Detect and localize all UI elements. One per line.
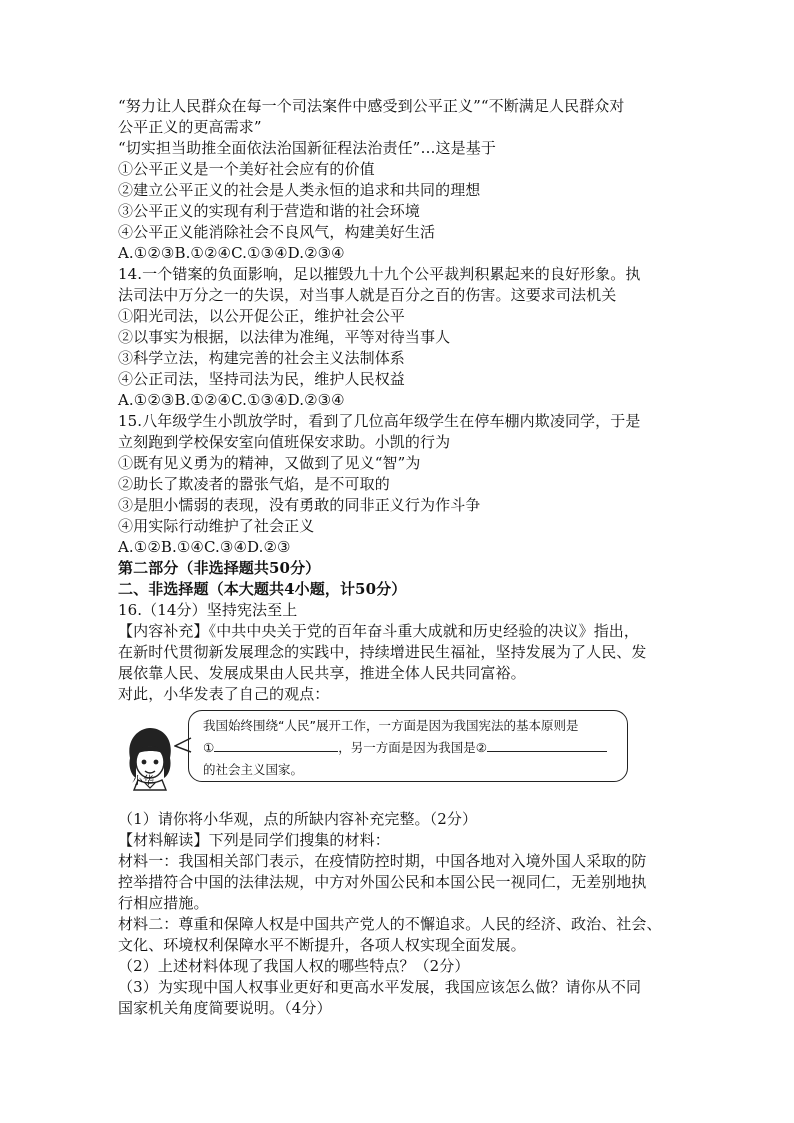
girl-avatar-icon xyxy=(118,724,182,800)
view-intro: 对此，小华发表了自己的观点： xyxy=(118,685,330,703)
section-title: 二、非选择题（本大题共4小题，计50分） xyxy=(118,580,407,598)
option-line: ②助长了欺凌者的嚣张气焰，是不可取的 xyxy=(118,475,390,493)
option-line: ④用实际行动维护了社会正义 xyxy=(118,517,315,535)
text-line: 法司法中万分之一的失误，对当事人就是百分之百的伤害。这要求司法机关 xyxy=(118,286,617,304)
material-two: 材料二：尊重和保障人权是中国共产党人的不懈追求。人民的经济、政治、社会、 xyxy=(118,915,662,933)
option-line: ④公正司法，坚持司法为民，维护人民权益 xyxy=(118,370,405,388)
answer-blank-1[interactable] xyxy=(214,737,338,752)
text-line: 立刻跑到学校保安室向值班保安求助。小凯的行为 xyxy=(118,433,451,451)
option-line: ③公平正义的实现有利于营造和谐的社会环境 xyxy=(118,202,421,220)
bubble-line xyxy=(203,736,615,758)
material-one: 行相应措施。 xyxy=(118,894,209,912)
option-line: ③科学立法，构建完善的社会主义法制体系 xyxy=(118,349,405,367)
sub-question-2: （2）上述材料体现了我国人权的哪些特点？（2分） xyxy=(118,957,470,975)
material-heading: 【材料解读】下列是同学们搜集的材料： xyxy=(118,831,390,849)
supplement-text: 【内容补充】《中共中央关于党的百年奋斗重大成就和历史经验的决议》指出， xyxy=(118,622,640,640)
option-line: ④公平正义能消除社会不良风气，构建美好生活 xyxy=(118,223,436,241)
question-14: 14.一个错案的负面影响，足以摧毁九十九个公平裁判积累起来的良好形象。执 xyxy=(118,265,641,283)
option-line: ②建立公平正义的社会是人类永恒的追求和共同的理想 xyxy=(118,181,481,199)
option-line: ①阳光司法，以公开促公正，维护社会公平 xyxy=(118,307,405,325)
bubble-text: ，另一方面是因为我国是② xyxy=(338,740,487,755)
supplement-text: 在新时代贯彻新发展理念的实践中，持续增进民生福祉，坚持发展为了人民、发 xyxy=(118,643,647,661)
cartoon-dialog xyxy=(118,710,628,810)
material-two: 文化、环境权利保障水平不断提升，各项人权实现全面发展。 xyxy=(118,936,526,954)
part-two-title: 第二部分（非选择题共50分） xyxy=(118,559,321,577)
option-line: ①公平正义是一个美好社会应有的价值 xyxy=(118,160,375,178)
bubble-line xyxy=(203,714,615,736)
document-body xyxy=(118,96,678,1019)
bubble-line xyxy=(203,758,615,780)
text-line: “切实担当助推全面依法治国新征程法治责任”…这是基于 xyxy=(118,139,496,157)
sub-question-3: 国家机关角度简要说明。（4分） xyxy=(118,999,332,1017)
answer-choices: A.①②③B.①②④C.①③④D.②③④ xyxy=(118,244,345,262)
speech-bubble xyxy=(188,710,628,782)
question-16: 16.（14分）坚持宪法至上 xyxy=(118,601,298,619)
material-one: 控举措符合中国的法律法规，中方对外国公民和本国公民一视同仁，无差别地执 xyxy=(118,873,647,891)
material-one: 材料一：我国相关部门表示，在疫情防控时期，中国各地对入境外国人采取的防 xyxy=(118,852,647,870)
bubble-text: 我国始终围绕“人民”展开工作，一方面是因为我国宪法的基本原则是 xyxy=(203,718,579,733)
answer-choices: A.①②③B.①②④C.①③④D.②③④ xyxy=(118,391,345,409)
girl-name-label: 小华 xyxy=(132,774,154,787)
option-line: ②以事实为根据，以法律为准绳，平等对待当事人 xyxy=(118,328,451,346)
answer-choices: A.①②B.①④C.③④D.②③ xyxy=(118,538,291,556)
option-line: ③是胆小懦弱的表现，没有勇敢的同非正义行为作斗争 xyxy=(118,496,481,514)
option-line: ①既有见义勇为的精神，又做到了见义“智”为 xyxy=(118,454,421,472)
text-line: 公平正义的更高需求” xyxy=(118,118,262,136)
sub-question-3: （3）为实现中国人权事业更好和更高水平发展，我国应该怎么做？请你从不同 xyxy=(118,978,642,996)
question-15: 15.八年级学生小凯放学时，看到了几位高年级学生在停车棚内欺凌同学，于是 xyxy=(118,412,641,430)
sub-question-1: （1）请你将小华观，点的所缺内容补充完整。（2分） xyxy=(118,810,478,828)
text-line: “努力让人民群众在每一个司法案件中感受到公平正义”“不断满足人民群众对 xyxy=(118,97,625,115)
bubble-text: 的社会主义国家。 xyxy=(203,762,304,777)
supplement-text: 展依靠人民、发展成果由人民共享，推进全体人民共同富裕。 xyxy=(118,664,526,682)
blank-label: ① xyxy=(203,740,215,755)
answer-blank-2[interactable] xyxy=(487,737,607,752)
